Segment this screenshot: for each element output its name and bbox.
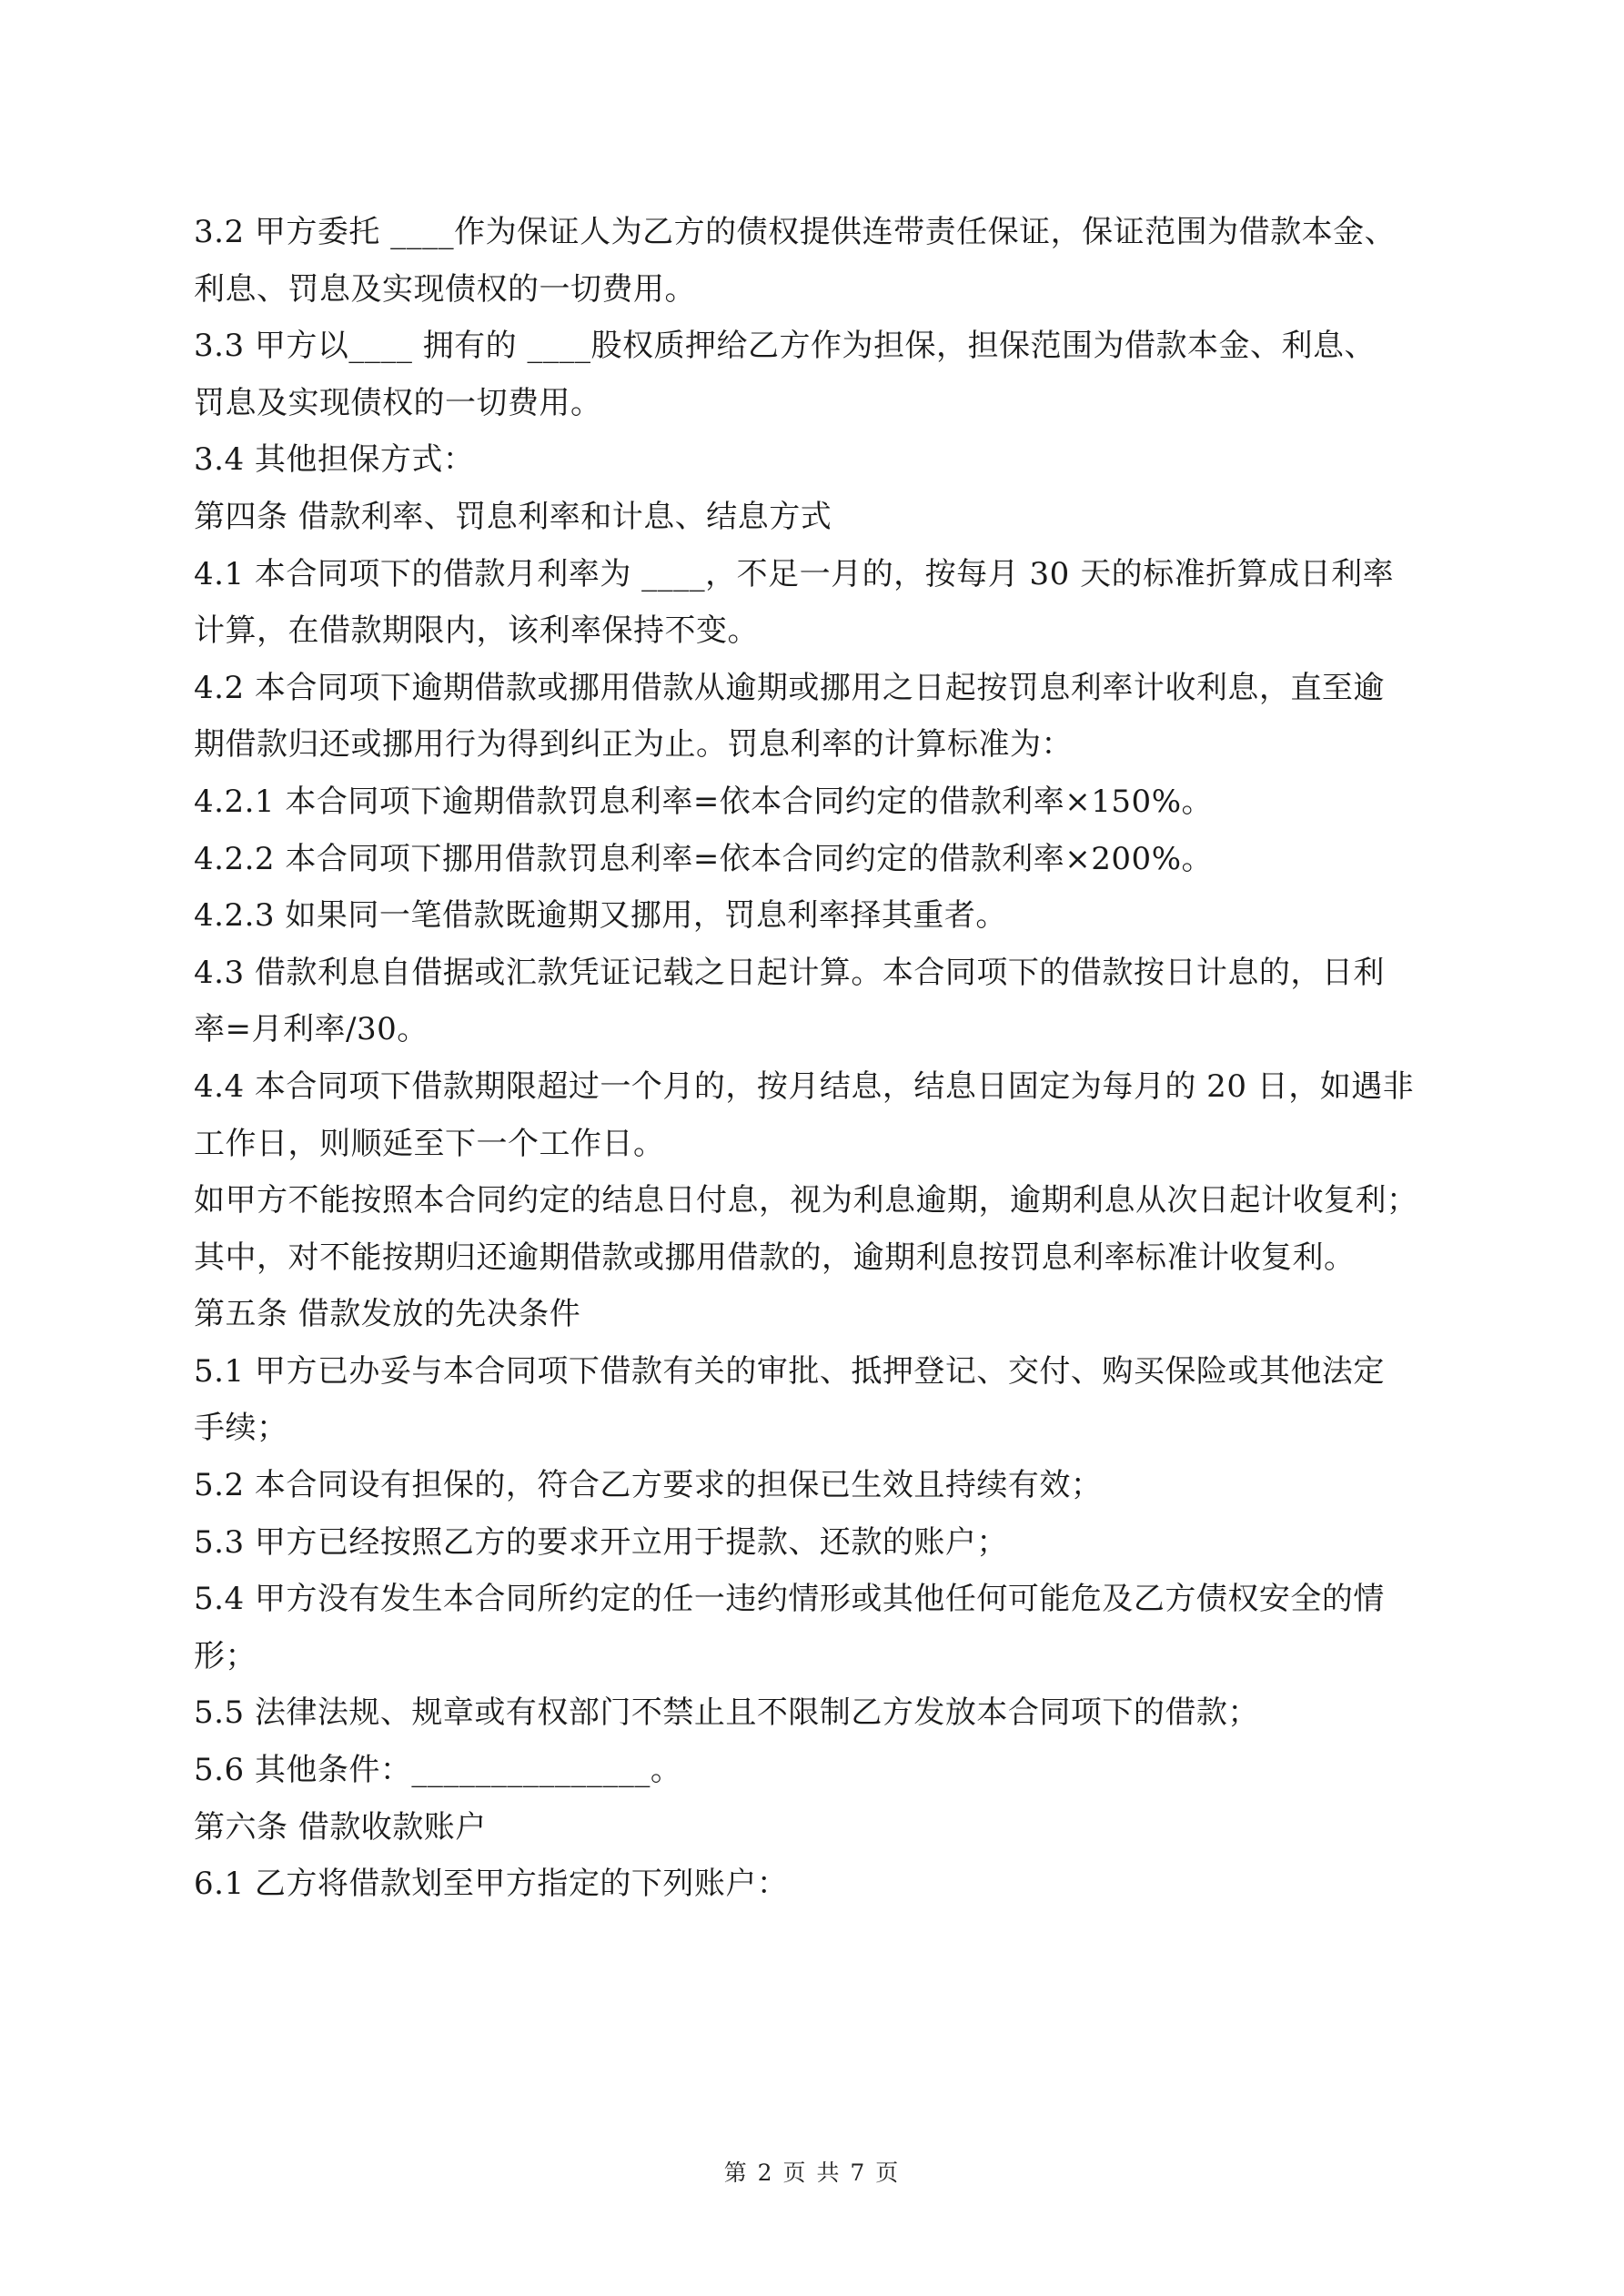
text-line: 5.2 本合同设有担保的，符合乙方要求的担保已生效且持续有效； <box>194 1467 1103 1504</box>
text-line: 计算，在借款期限内，该利率保持不变。 <box>194 612 759 650</box>
text-line: 形； <box>194 1637 257 1674</box>
text-line: 4.3 借款利息自借据或汇款凭证记载之日起计算。本合同项下的借款按日计息的，日利 <box>194 954 1385 991</box>
text-line: 5.6 其他条件：_______________。 <box>194 1752 682 1789</box>
text-line: 率=月利率/30。 <box>194 1011 429 1048</box>
text-line: 4.2 本合同项下逾期借款或挪用借款从逾期或挪用之日起按罚息利率计收利息，直至逾 <box>194 669 1385 706</box>
text-line: 工作日，则顺延至下一个工作日。 <box>194 1125 665 1162</box>
section-heading: 第四条 借款利率、罚息利率和计息、结息方式 <box>194 498 832 535</box>
text-line: 利息、罚息及实现债权的一切费用。 <box>194 270 696 308</box>
text-line: 期借款归还或挪用行为得到纠正为止。罚息利率的计算标准为： <box>194 726 1073 764</box>
text-line: 5.4 甲方没有发生本合同所约定的任一违约情形或其他任何可能危及乙方债权安全的情 <box>194 1581 1385 1618</box>
text-line: 5.1 甲方已办妥与本合同项下借款有关的审批、抵押登记、交付、购买保险或其他法定 <box>194 1352 1385 1390</box>
text-line: 罚息及实现债权的一切费用。 <box>194 384 602 421</box>
text-line: 如甲方不能按照本合同约定的结息日付息，视为利息逾期，逾期利息从次日起计收复利； <box>194 1182 1418 1219</box>
section-heading: 第五条 借款发放的先决条件 <box>194 1296 581 1333</box>
section-heading: 第六条 借款收款账户 <box>194 1808 487 1846</box>
text-line: 手续； <box>194 1410 288 1447</box>
text-line: 4.2.1 本合同项下逾期借款罚息利率=依本合同约定的借款利率×150%。 <box>194 783 1213 820</box>
text-line: 4.1 本合同项下的借款月利率为 ____，不足一月的，按每月 30 天的标准折算成日利率 <box>194 555 1395 592</box>
document-body <box>194 204 1449 1913</box>
text-line: 5.5 法律法规、规章或有权部门不禁止且不限制乙方发放本合同项下的借款； <box>194 1694 1259 1732</box>
text-line: 3.3 甲方以____ 拥有的 ____股权质押给乙方作为担保，担保范围为借款本金、利息、 <box>194 328 1376 365</box>
text-line: 5.3 甲方已经按照乙方的要求开立用于提款、还款的账户； <box>194 1523 1008 1561</box>
text-line: 4.4 本合同项下借款期限超过一个月的，按月结息，结息日固定为每月的 20 日，如遇非 <box>194 1067 1415 1105</box>
page-number-footer: 第 2 页 共 7 页 <box>723 2159 901 2186</box>
text-line: 6.1 乙方将借款划至甲方指定的下列账户： <box>194 1866 789 1903</box>
text-line: 4.2.2 本合同项下挪用借款罚息利率=依本合同约定的借款利率×200%。 <box>194 840 1213 877</box>
text-line: 3.4 其他担保方式： <box>194 441 475 479</box>
text-line: 4.2.3 如果同一笔借款既逾期又挪用，罚息利率择其重者。 <box>194 897 1007 935</box>
text-line: 其中，对不能按期归还逾期借款或挪用借款的，逾期利息按罚息利率标准计收复利。 <box>194 1239 1356 1276</box>
text-line: 3.2 甲方委托 ____作为保证人为乙方的债权提供连带责任保证，保证范围为借款本金、 <box>194 214 1397 250</box>
